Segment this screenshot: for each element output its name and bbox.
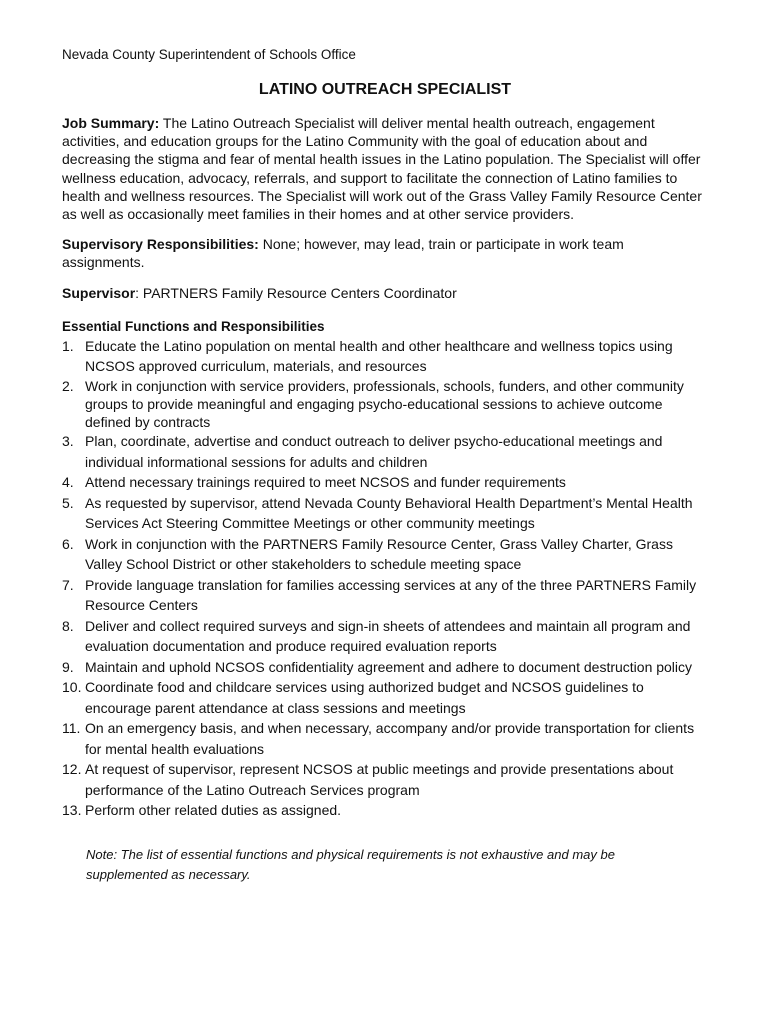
item-text: Maintain and uphold NCSOS confidentiality agreement and adhere to document destruction policy [85,658,693,675]
list-item [62,534,708,575]
item-text: Perform other related duties as assigned. [85,802,342,819]
list-item [62,472,708,493]
essential-functions-heading: Essential Functions and Responsibilities [62,318,325,334]
item-text: Attend necessary trainings required to meet NCSOS and funder requirements [85,474,566,491]
job-summary-label: Job Summary: [62,115,160,131]
item-number: 1. [62,337,74,354]
item-number: 12. [62,761,82,778]
job-summary [62,114,708,223]
list-item [62,718,708,759]
job-summary-text: The Latino Outreach Specialist will deliver mental health outreach, engagement activities, and education groups for the Latino Community with the goal of education about and decreasing the stigma and fear of mental health issues in the Latino population. The Specialist will offer wellness education, advocacy, referrals, and support to facilitate the connection of Latino families to health and wellness resources. The Specialist will work out of the Grass Valley Family Resource Center as well as occasionally meet families in their homes and at other service providers. [62,115,702,223]
list-item [62,657,708,678]
list-item [62,431,708,472]
item-number: 2. [62,377,74,394]
supervisor-text: : PARTNERS Family Resource Centers Coordinator [135,284,457,301]
item-text: On an emergency basis, and when necessary, accompany and/or provide transportation for clients for mental health evaluations [85,720,695,757]
item-text: Deliver and collect required surveys and sign-in sheets of attendees and maintain all program and evaluation documentation and produce required evaluation reports [85,617,691,655]
item-text: As requested by supervisor, attend Nevada County Behavioral Health Department’s Mental Health Services Act Steering Committee Meetings or other community meetings [85,494,693,532]
item-number: 13. [62,802,82,819]
item-number: 11. [62,720,81,737]
footnote: Note: The list of essential functions and physical requirements is not exhaustive and may be supplemented as necessary. [86,846,615,882]
item-number: 4. [62,474,74,491]
item-number: 8. [62,617,74,634]
list-item [62,616,708,657]
item-text: Plan, coordinate, advertise and conduct outreach to deliver psycho-educational meetings and individual informational sessions for adults and children [85,433,663,470]
list-item [62,800,708,821]
supervisory-text: None; however, may lead, train or participate in work team assignments. [62,236,624,271]
item-number: 7. [62,576,74,593]
list-item [62,336,708,377]
item-text: Work in conjunction with the PARTNERS Family Resource Center, Grass Valley Charter, Grass Valley School District or other stakeholders to schedule meeting space [85,535,673,573]
supervisor-label: Supervisor [62,284,136,301]
supervisor [62,284,708,302]
page-title: LATINO OUTREACH SPECIALIST [258,81,512,98]
item-number: 5. [62,494,74,511]
list-item [62,575,708,616]
supervisory-responsibilities [62,235,708,271]
item-number: 6. [62,535,74,552]
list-item [62,377,708,432]
item-text: Provide language translation for families accessing services at any of the three PARTNERS Family Resource Centers [85,576,697,614]
list-item [62,493,708,534]
supervisory-label: Supervisory Responsibilities: [62,236,259,253]
essential-functions-list [62,336,708,821]
item-text: Educate the Latino population on mental health and other healthcare and wellness topics using NCSOS approved curriculum, materials, and resources [85,337,673,375]
item-number: 9. [62,658,74,675]
organization-header: Nevada County Superintendent of Schools Office [62,47,356,62]
list-item [62,759,708,800]
item-text: Coordinate food and childcare services using authorized budget and NCSOS guidelines to encourage parent attendance at class sessions and meetings [85,679,644,716]
item-number: 10. [62,679,82,696]
item-text: At request of supervisor, represent NCSOS at public meetings and provide presentations about performance of the Latino Outreach Services program [85,761,674,798]
list-item [62,677,708,718]
item-number: 3. [62,433,74,450]
item-text: Work in conjunction with service providers, professionals, schools, funders, and other community groups to provide meaningful and engaging psycho-educational sessions to achieve outcome defined by contracts [85,377,684,431]
